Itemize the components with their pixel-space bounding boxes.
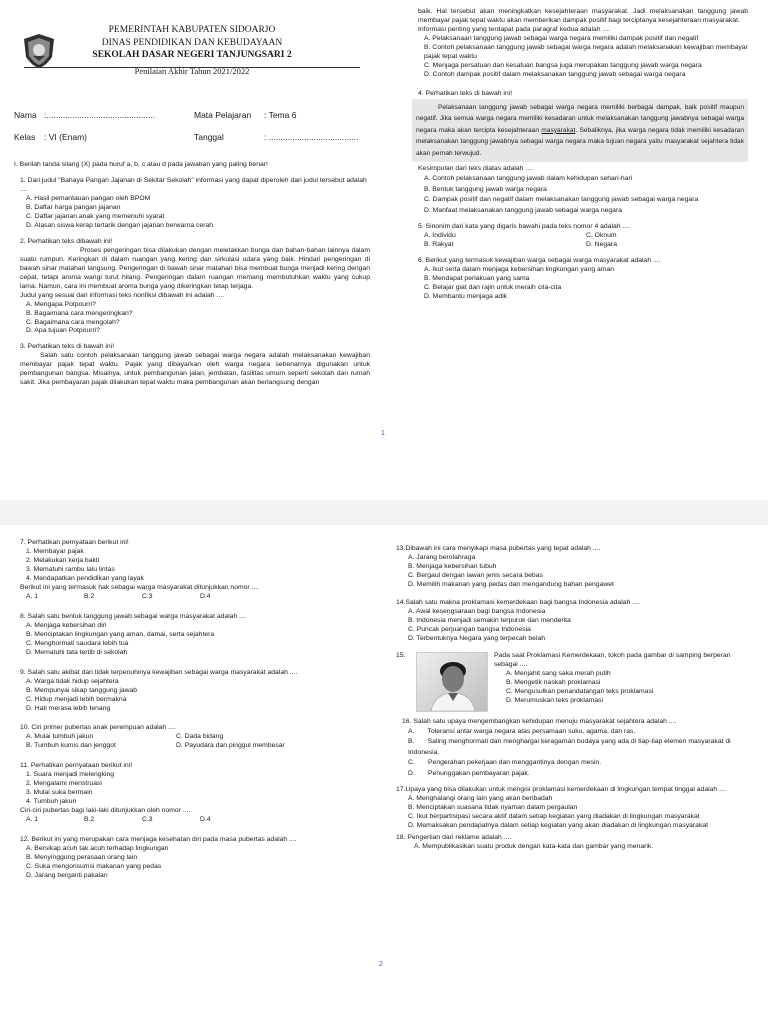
page1-right-column	[412, 8, 748, 302]
option-c[interactable]: C. Ikut berpartisipasi secara aktif dalam setiap kegiatan yang diadakan di lingkungan masyarakat	[408, 813, 700, 821]
header-line-4: Penilaian Akhir Tahun 2021/2022	[134, 65, 250, 76]
option-b[interactable]: B. Menciptakan lingkungan yang aman, damai, serta sejahtera	[26, 630, 215, 638]
option-d[interactable]: D. Jarang berganti pakaian	[26, 872, 108, 880]
option-c[interactable]: C. Hidup menjadi lebih bermakna	[26, 695, 127, 703]
option-a[interactable]: A. 1	[26, 592, 39, 600]
option-b[interactable]: B. Bagaimana cara mengeringkan?	[26, 309, 133, 317]
question-12	[14, 836, 374, 881]
option-a[interactable]: A. Mulai tumbuh jakun	[26, 733, 94, 741]
question-3	[14, 343, 370, 388]
page2-right-column	[396, 545, 750, 852]
question-10	[14, 724, 374, 751]
option-d[interactable]: D. Payudara dan pinggul membesar	[176, 742, 285, 750]
option-b[interactable]: B. Saling menghormati dan menghargai keragaman budaya yang ada di tiap-tiap elemen masyarakat di Indonesia.	[408, 738, 733, 756]
question-17	[396, 786, 750, 831]
option-c[interactable]: C. Mengusulkan penandatangan teks proklamasi	[506, 687, 654, 695]
list-item: 1. Membayar pajak	[26, 547, 84, 555]
question-stem: 18. Pengertian dari reklame adalah ....	[396, 834, 512, 842]
option-c[interactable]: C. Bagaimana cara mengolah?	[26, 318, 120, 326]
option-b[interactable]: B. Tumbuh kumis dan jenggot	[26, 742, 116, 750]
question-stem: 10. Ciri primer pubertas anak perempuan adalah ....	[20, 724, 176, 732]
option-a[interactable]: A. Ikut serta dalam menjaga kebersihan lingkungan yang aman	[424, 266, 615, 274]
option-b[interactable]: B. Mendapat perlakuan yang sama	[424, 275, 530, 283]
options-row	[14, 593, 374, 602]
option-a[interactable]: A. Menjahit sang saka merah putih	[506, 669, 611, 677]
school-header	[14, 24, 370, 99]
question-14	[396, 599, 750, 644]
option-d[interactable]: D. Alasan siswa kerap tertarik dengan jajanan berwarna cerah	[26, 221, 214, 229]
header-line-1: PEMERINTAH KABUPATEN SIDOARJO	[108, 25, 276, 35]
option-a[interactable]: A. 1	[26, 816, 39, 824]
question-stem: 5. Sinonim dari kata yang digaris bawahi pada teks nomor 4 adalah ....	[418, 223, 630, 231]
option-b[interactable]: B. Bentuk tanggung jawab warga negara	[424, 185, 547, 193]
question-1	[14, 177, 370, 231]
option-c[interactable]: C. Dampak positif dan negatif dalam melaksanakan tanggung jawab sebagai warga negara	[424, 196, 699, 204]
question-13	[396, 545, 750, 590]
option-a[interactable]: A. Individu	[424, 232, 456, 240]
question-number: 15.	[396, 651, 406, 659]
question-stem: 14.Salah satu makna proklamasi kemerdekaan bagi bangsa Indonesia adalah ....	[396, 598, 640, 606]
option-a[interactable]: A. Pelaksanaan tanggung jawab sebagai warga negara memiliki dampak positif dan negatif	[424, 34, 699, 42]
option-a[interactable]: A. Menjaga kebersihan diri	[26, 621, 107, 629]
option-a[interactable]: A. Jarang berolahraga	[408, 553, 476, 561]
option-b[interactable]: B. Menyinggung perasaan orang lain	[26, 854, 138, 862]
list-item: 4. Mendapatkan pendidikan yang layak	[26, 574, 144, 582]
option-d[interactable]: D. Penunggakan pembayaran pajak.	[408, 769, 530, 777]
option-d[interactable]: D. Merumuskan teks proklamasi	[506, 696, 604, 704]
option-d[interactable]: D. Contoh dampak positif dalam melaksanakan tanggung jawab sebagai warga negara	[424, 70, 686, 78]
option-c[interactable]: C. Puncak perjuangan bangsa Indonesia	[408, 625, 531, 633]
question-5	[412, 223, 748, 250]
kelas-label: Kelas	[14, 132, 36, 143]
question-2	[14, 238, 370, 337]
option-c[interactable]: C. Daftar jajanan anak yang memenuhi syarat	[26, 212, 165, 220]
question-stem: 17.Upaya yang bisa dilakukan untuk mengisi proklamasi kemerdekaan di lingkungan tempat tinggal adalah ....	[396, 786, 727, 794]
option-c[interactable]: C. Bergaul dengan lawan jenis secara bebas	[408, 571, 543, 579]
option-c[interactable]: C. Dada bidang	[176, 733, 224, 741]
question-stem: 13.Dibawah ini cara menyikapi masa pubertas yang tepat adalah ....	[396, 545, 601, 552]
option-c[interactable]: C. Pengerahan pekerjaan dan menggantinya dengan mesin.	[408, 759, 602, 767]
option-d[interactable]: D. Memaksakan pendapatnya dalam setiap kegiatan yang akan diadakan di lingkungan masyarakat	[408, 822, 709, 830]
page-separator	[0, 500, 768, 525]
options-row	[14, 816, 374, 825]
page-number: 1	[381, 430, 385, 437]
option-c[interactable]: C.3	[142, 592, 153, 600]
question-prompt: Kesimpulan dari teks diatas adalah ....	[418, 165, 533, 173]
page-2	[0, 525, 768, 1024]
header-line-2: DINAS PENDIDIKAN DAN KEBUDAYAAN	[101, 37, 283, 48]
regency-logo-icon	[22, 33, 56, 69]
question-6	[412, 257, 748, 302]
option-c[interactable]: C. Suka mengonsumsi makanan yang pedas	[26, 863, 162, 871]
question-passage: Proses pengeringan bisa dilakukan dengan meletakkan bunga dan bahan-bahan lainnya dalam suatu rumpun. Keringkan di dalam ruangan yang kering dan sirkulasi udara yang baik. Hindari pengeringan di bawah sinar matahari langsung. Pengeringan di bawah sinar matahari bisa membuat bunga menjadi kering dengan cepat, tetapi aroma wangi turut hilang. Pengeringan dalam ruangan memang membutuhkan waktu yang cukup lama. Namun, cara ini membuat aroma bunga yang dikeringkan tetap terjaga.	[20, 246, 370, 290]
person-icon	[417, 653, 487, 711]
header-divider	[24, 67, 360, 68]
option-d[interactable]: D. Mematuhi tata tertib di sekolah	[26, 648, 128, 656]
kelas-value: : VI (Enam)	[44, 132, 87, 143]
option-a[interactable]: A. Bersikap acuh tak acuh terhadap lingkungan	[26, 845, 169, 853]
question-7	[14, 539, 374, 602]
tanggal-label: Tanggal	[194, 132, 224, 143]
student-info	[14, 105, 370, 149]
option-a[interactable]: A. Awal kesengsaraan bagi bangsa Indonesia	[408, 607, 546, 615]
question-8	[14, 613, 374, 658]
option-a[interactable]: A. Hasil pemantauan pangan oleh BPOM	[26, 194, 151, 202]
list-item: 3. Mulai suka bermain	[26, 789, 93, 797]
option-c[interactable]: C. Belajar giat dan rajin untuk meraih cita-cita	[424, 284, 562, 292]
underlined-word: masyarakat	[541, 126, 576, 134]
question-stem: 1. Dari judul "Bahaya Pangan Jajanan di Sekitar Sekolah" informasi yang dapat diperoleh dari judul tersebut adalah ....	[20, 176, 367, 193]
page1-left-column	[14, 12, 370, 388]
list-item: 2. Mengalami menstruasi	[26, 780, 102, 788]
portrait-photo	[416, 652, 488, 712]
option-b[interactable]: B. Mengetik naskah proklamasi	[506, 678, 601, 686]
page-1	[0, 0, 768, 500]
question-content	[494, 652, 750, 712]
question-stem: 3. Perhatikan teks di bawah ini!	[20, 343, 115, 351]
question-passage: Salah satu contoh pelaksanaan tanggung jawab sebagai warga negara adalah melaksanakan kewajiban membayar pajak tepat waktu. Pajak yang dibayarkan oleh warga negara sebenarnya digunakan untuk pembangunan bangsa. Misalnya, untuk pembangunan jalan, jembatan, fasilitas umum seperti sekolah dan rumah sakit. Jika pembayaran pajak dilakukan tepat waktu maka pembangunan akan berlangsung dengan	[20, 352, 370, 387]
option-b[interactable]: B.2	[84, 816, 95, 824]
tanggal-field[interactable]: : ......................................	[264, 132, 359, 143]
option-d[interactable]: D. Manfaat melaksanakan tanggung jawab sebagai warga negara	[424, 206, 622, 214]
option-a[interactable]: A. Menghalangi orang lain yang akan beribadah	[408, 795, 553, 803]
option-d[interactable]: D. Membantu menjaga adik	[424, 293, 508, 301]
question-4	[412, 90, 748, 217]
option-c[interactable]: C.3	[142, 816, 153, 824]
question-15	[396, 652, 750, 712]
option-d[interactable]: D. Hati merasa lebih tenang	[26, 704, 111, 712]
question-stem: 9. Salah satu akibat dari tidak terpenuhinya kewajiban sebagai warga masyarakat adalah ....	[20, 668, 298, 676]
option-d[interactable]: D. Apa tujuan Potpourri?	[26, 327, 101, 335]
option-c[interactable]: C. Oknum	[586, 232, 617, 240]
question-16	[396, 718, 750, 780]
option-a[interactable]: A. Warga tidak hidup sejahtera	[26, 677, 119, 685]
passage-text-pre: Pelaksanaan tanggung jawab sebagai warga negara memiliki berbagai dampak, baik positif maupun negatif. Jika semua warga negara memiliki kesadaran untuk melaksanakan tanggung jawabnya sebagai warga negara maka akan tercipta kesejahteraan	[416, 103, 744, 134]
list-item: 4. Tumbuh jakun	[26, 798, 77, 806]
option-a[interactable]: A. Contoh pelaksanaan tanggung jawab dalam kehidupan sehari-hari	[424, 175, 633, 183]
option-d[interactable]: D.4	[200, 592, 211, 600]
question-stem: 7. Perhatikan pernyataan berikut ini!	[20, 539, 129, 546]
option-b[interactable]: B. Rakyat	[424, 241, 454, 249]
option-b[interactable]: B.2	[84, 592, 95, 600]
question-stem: 6. Berikut yang termasuk kewajiban warga sebagai warga masyarakat adalah ....	[418, 257, 661, 265]
option-b[interactable]: B. Menciptakan suasana tidak nyaman dalam pergaulan	[408, 804, 578, 812]
question-stem: 4. Perhatikan teks di bawah ini!	[418, 89, 513, 97]
nama-label: Nama	[14, 110, 37, 121]
question-prompt: Ciri-ciri pubertas bagi laki-laki ditunjukkan oleh nomor ....	[20, 807, 191, 815]
list-item: 2. Melakukan kerja bakti	[26, 556, 100, 564]
options-grid	[14, 733, 374, 751]
option-a[interactable]: A. Mempublikasikan suatu produk dengan kata-kata dan gambar yang menarik.	[414, 843, 654, 851]
question-passage	[412, 99, 748, 163]
question-11	[14, 762, 374, 825]
option-a[interactable]: A. Toleransi antar warga negara atas persamaan suku, agama, dan ras.	[408, 727, 636, 735]
option-d[interactable]: D. Memilih makanan yang pedas dan mengandung bahan pengawet	[408, 580, 614, 588]
option-b[interactable]: B. Contoh pelaksanaan tanggung jawab sebagai warga negara adalah melaksanakan kewajiban membayar pajak tepat waktu	[424, 43, 748, 60]
option-a[interactable]: A. Mengapa Potpourri?	[26, 300, 96, 308]
question-stem: 2. Perhatikan teks dibawah ini!	[20, 237, 113, 245]
question-stem: 16. Salah satu upaya mengembangkan kehidupan menuju masyarakat sejahtera adalah ....	[402, 717, 677, 725]
page2-left-column	[14, 539, 374, 881]
header-line-3: SEKOLAH DASAR NEGERI TANJUNGSARI 2	[92, 50, 292, 61]
question-stem: 12. Berikut ini yang merupakan cara menjaga kesehatan diri pada masa pubertas adalah ....	[20, 836, 297, 844]
question-stem: Pada saat Proklamasi Kemerdekaan, tokoh pada gambar di samping berperan sebagai ....	[494, 651, 731, 668]
mapel-label: Mata Pelajaran	[194, 110, 252, 121]
option-b[interactable]: B. Daftar harga pangan jajanan	[26, 203, 121, 211]
q3-prompt: Informasi penting yang terdapat pada paragraf kedua adalah ....	[418, 25, 610, 33]
option-d[interactable]: D. Negara	[586, 241, 617, 249]
option-c[interactable]: C. Menjaga persatuan dan kesatuan bangsa juga merupakan tanggung jawab warga negara	[424, 61, 702, 69]
instruction: I. Berilah tanda silang (X) pada huruf a, b, c atau d pada jawaban yang paling benar!	[14, 161, 268, 168]
question-prompt: Judul yang sesuai dari informasi teks nonfiksi dibawah ini adalah ....	[20, 291, 225, 299]
question-stem: 8. Salah satu bentuk tanggung jawab sebagai warga masyarakat adalah ....	[20, 612, 247, 620]
list-item: 1. Suara menjadi melengking	[26, 771, 115, 779]
passage-text-post: . Sebaliknya, jika warga negara tidak memiliki kesadaran melaksanakan tanggung jawabnya sebagai warga negara maka tujuan negara yaitu masyarakat sejahtera tidak akan pernah terwujud.	[416, 126, 744, 157]
mapel-value: : Tema 6	[264, 110, 297, 121]
nama-field[interactable]: :..............................................	[44, 110, 155, 121]
question-stem: 11. Perhatikan pernyataan berikut ini!	[20, 762, 133, 770]
option-c[interactable]: C. Menghormati saudara lebih tua	[26, 639, 129, 647]
option-d[interactable]: D.4	[200, 816, 211, 824]
page-number: 2	[379, 961, 383, 968]
list-item: 3. Mematuhi rambu lalu lintas	[26, 565, 115, 573]
options-grid	[412, 232, 748, 250]
option-b[interactable]: B. Mempunyai sikap tanggung jawab	[26, 686, 138, 694]
question-9	[14, 669, 374, 714]
question-18	[396, 834, 750, 852]
option-b[interactable]: B. Menjaga kebersihan tubuh	[408, 562, 497, 570]
option-d[interactable]: D. Terbentuknya Negara yang terpecah belah	[408, 634, 546, 642]
q3-passage-continued: baik. Hal tersebut akan meningkatkan kesejahteraan masyarakat. Jadi melaksanakan tanggung jawab membayar pajak tepat waktu akan memberikan dampak positif bagi terciptanya kesejahteraan masyarakat.	[418, 8, 748, 24]
question-prompt: Berikut ini yang termasuk hak sebagai warga masyarakat ditunjukkan nomor ....	[20, 583, 260, 591]
option-b[interactable]: B. Indonesia menjadi semakin terpuruk dan menderita	[408, 616, 571, 624]
